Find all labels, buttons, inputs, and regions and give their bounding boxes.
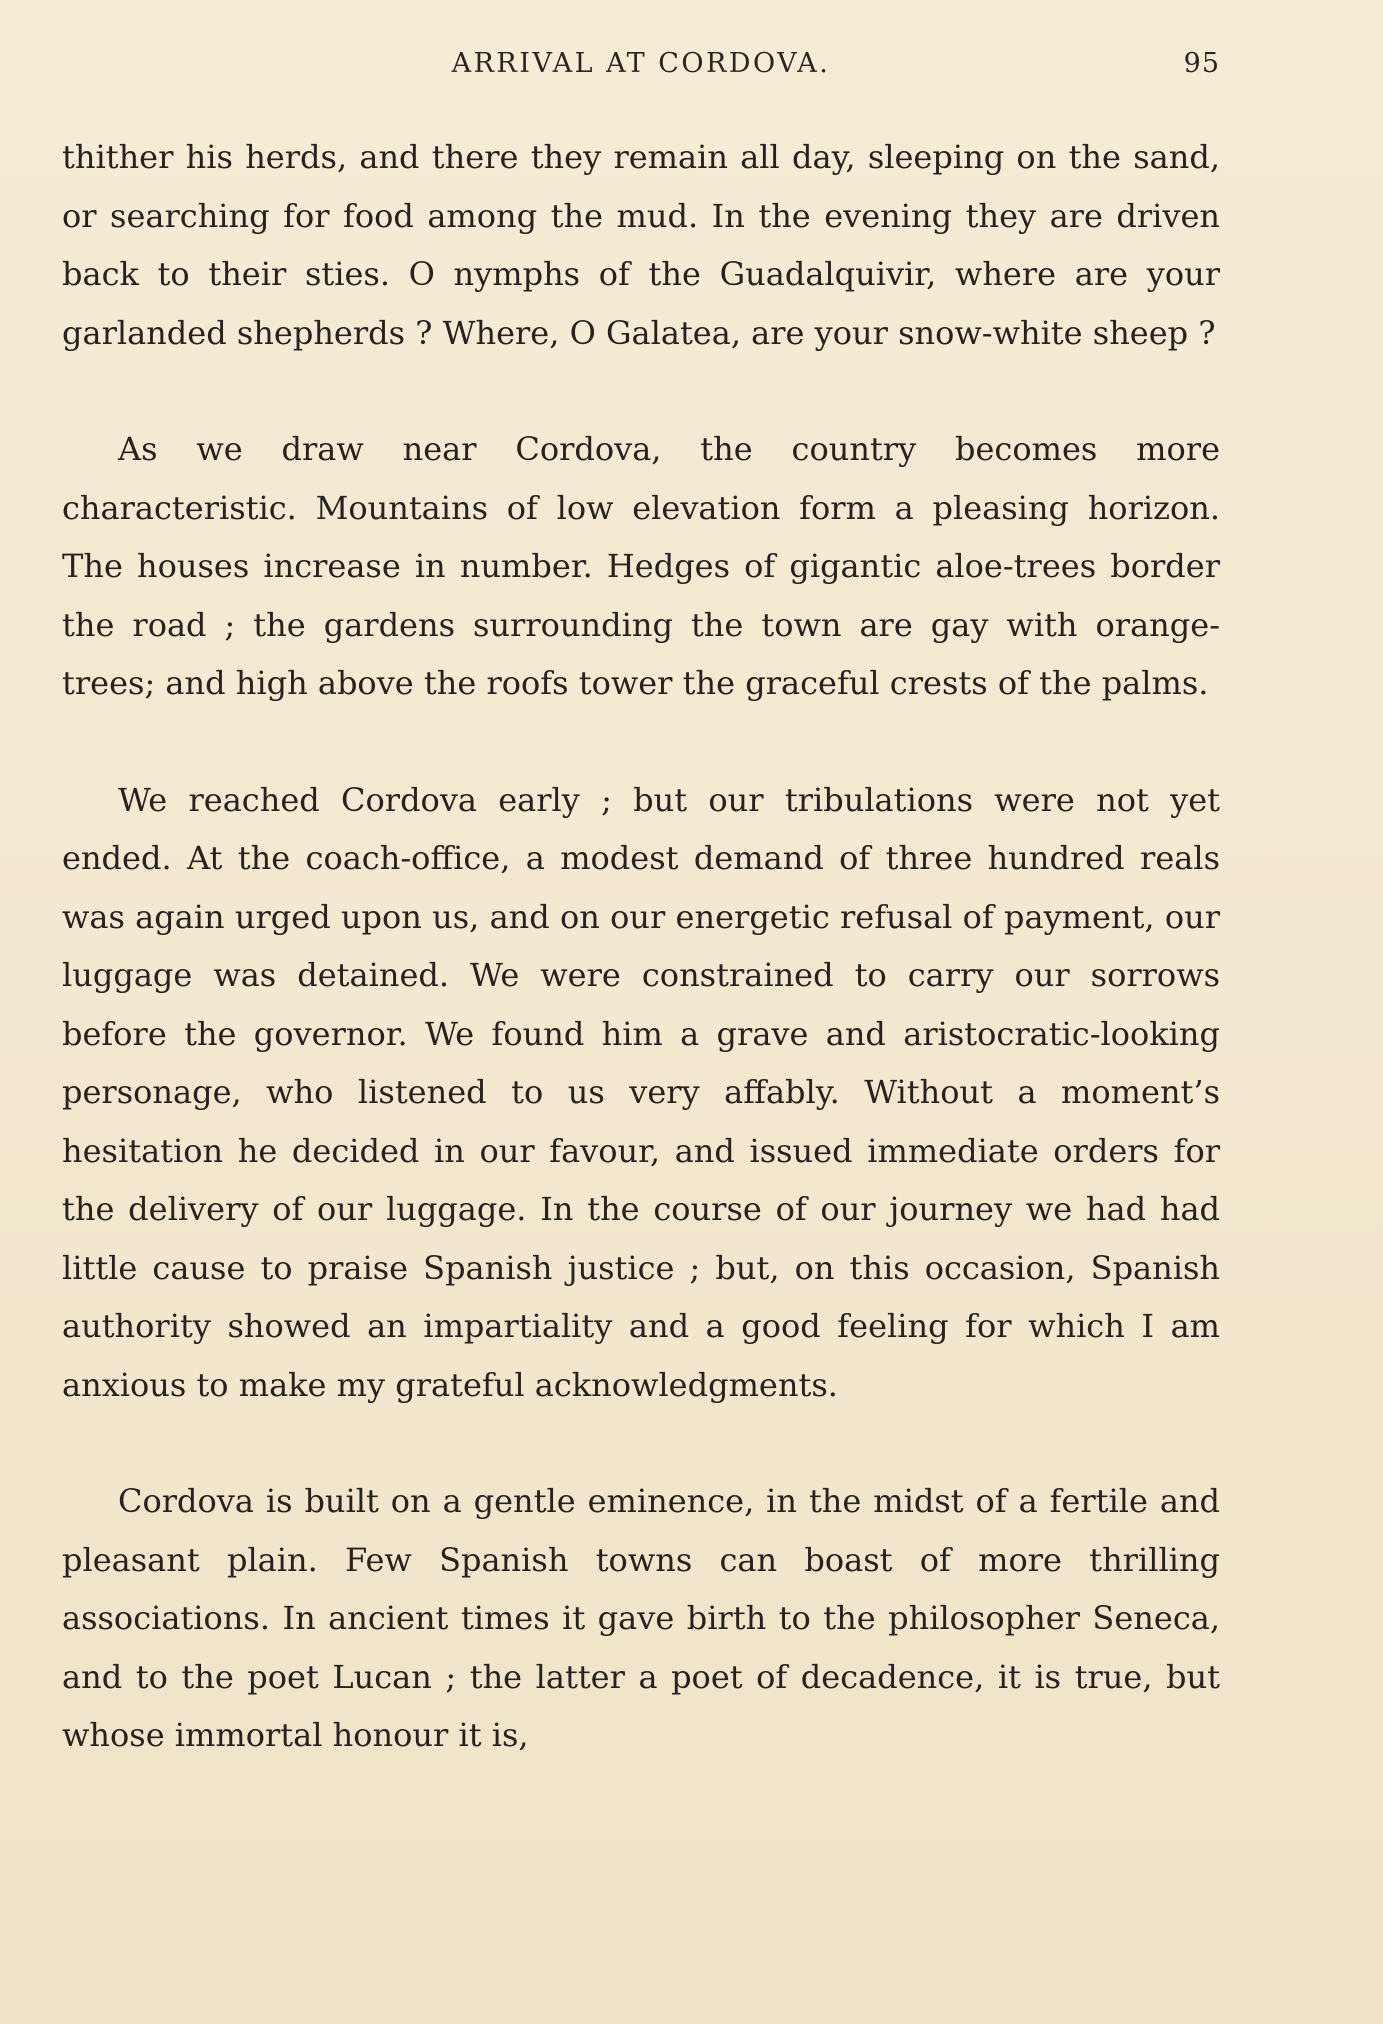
- page-number: 95: [1183, 48, 1220, 79]
- running-header: [62, 48, 1220, 88]
- body-text: [62, 128, 1220, 1765]
- running-title: ARRIVAL AT CORDOVA.: [451, 48, 831, 79]
- paragraph-cordova-history: Cordova is built on a gentle eminence, in the midst of a fertile and pleasant plain. Few Spanish towns can boast of more thrilling associations. In ancient times it gave birth to the philosopher Seneca, and to the poet Lucan ; the latter a poet of decadence, it is true, but whose immortal honour it is,: [62, 1482, 1220, 1754]
- paragraph-approach-to-cordova: As we draw near Cordova, the country becomes more characteristic. Mountains of low elevation form a pleasing horizon. The houses increase in number. Hedges of gigantic aloe-trees border the road ; the gardens surrounding the town are gay with orange-trees; and high above the roofs tower the graceful crests of the palms.: [62, 430, 1220, 702]
- paragraph-continuation: thither his herds, and there they remain all day, sleeping on the sand, or searching for food among the mud. In the evening they are driven back to their sties. O nymphs of the Guadalquivir, where are your garlanded shepherds ? Where, O Galatea, are your snow-white sheep ?: [62, 138, 1220, 352]
- paragraph-arrival-and-governor: We reached Cordova early ; but our tribulations were not yet ended. At the coach-office, a modest demand of three hundred reals was again urged upon us, and on our energetic refusal of payment, our luggage was detained. We were constrained to carry our sorrows before the governor. We found him a grave and aristocratic-looking personage, who listened to us very affably. Without a moment’s hesitation he decided in our favour, and issued immediate orders for the delivery of our luggage. In the course of our journey we had had little cause to praise Spanish justice ; but, on this occasion, Spanish authority showed an impartiality and a good feeling for which I am anxious to make my grateful acknowledgments.: [62, 780, 1220, 1404]
